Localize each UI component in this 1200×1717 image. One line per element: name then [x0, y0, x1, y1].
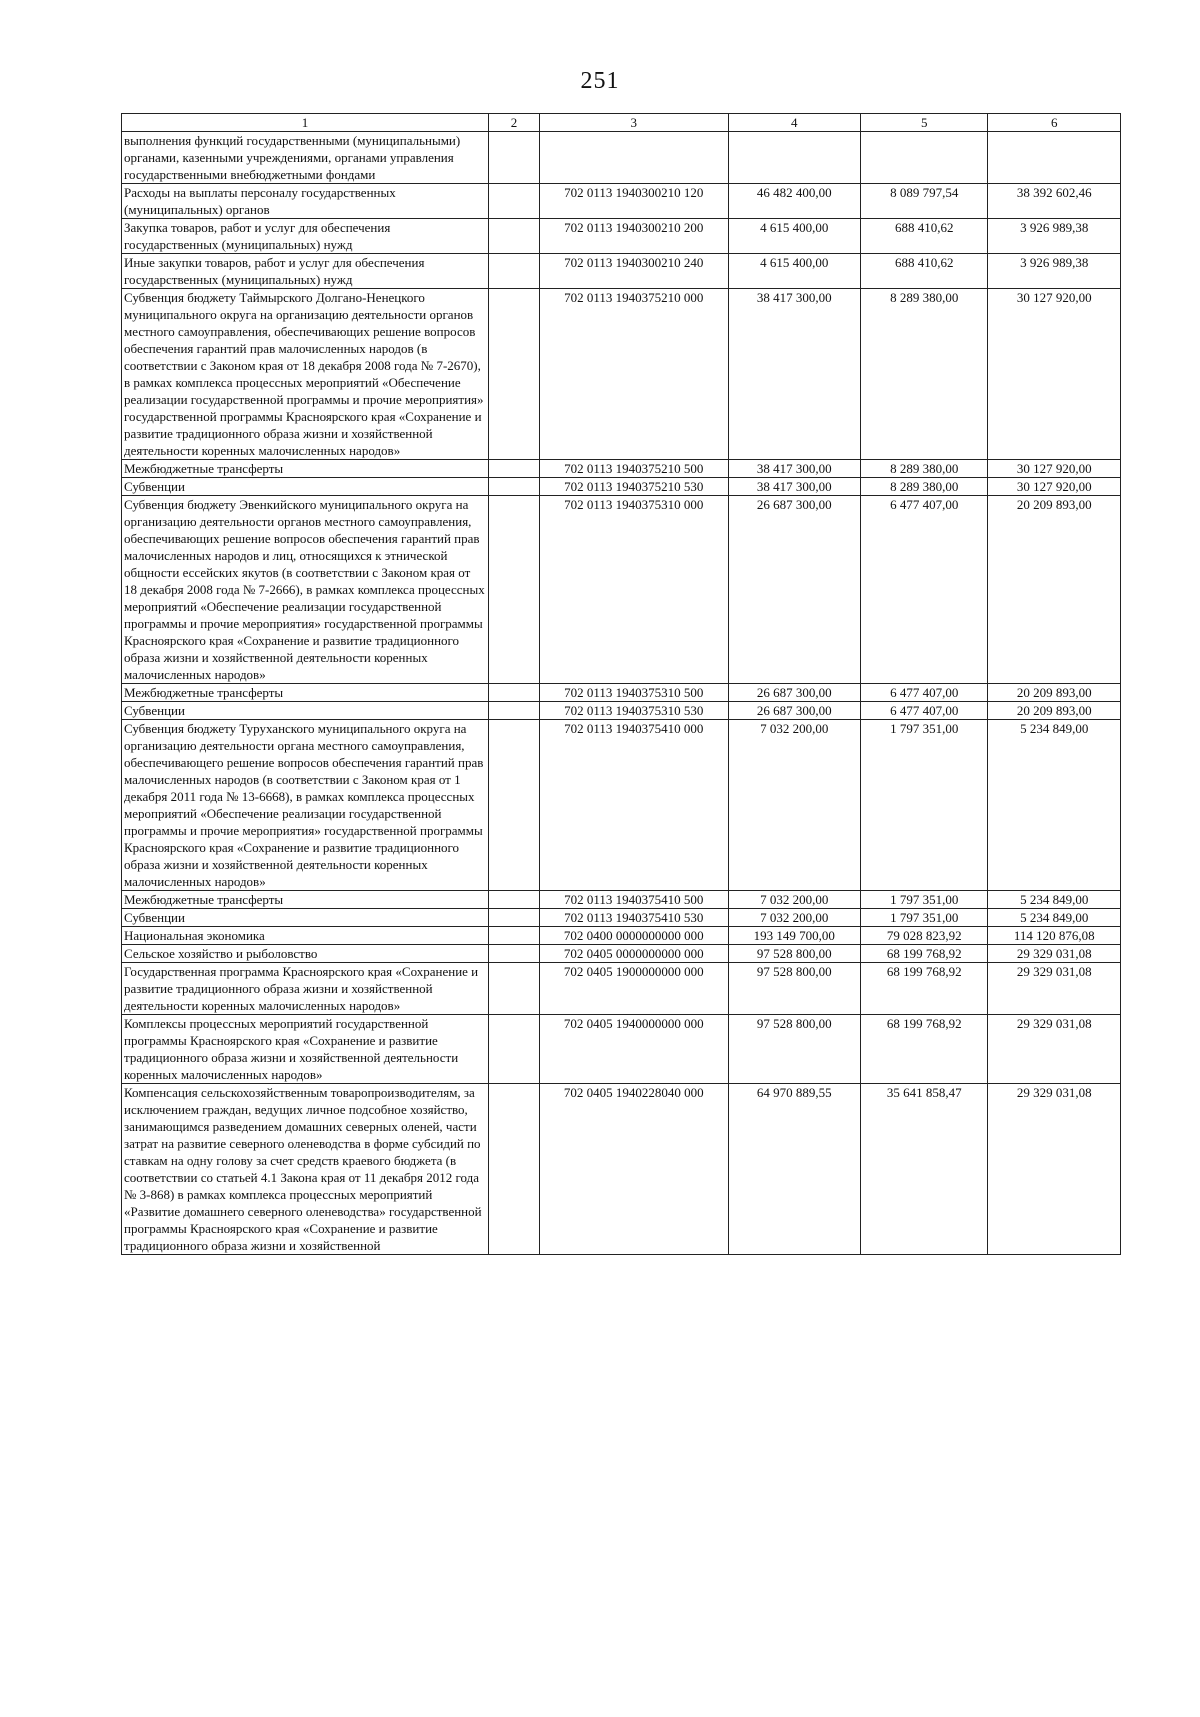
row-empty-cell: [488, 132, 539, 184]
row-budget-code: 702 0113 1940375310 500: [539, 684, 728, 702]
row-plan-amount: 26 687 300,00: [728, 496, 861, 684]
row-budget-code: 702 0113 1940375410 000: [539, 720, 728, 891]
row-budget-code: 702 0405 0000000000 000: [539, 945, 728, 963]
row-remaining-amount: 20 209 893,00: [988, 702, 1121, 720]
row-budget-code: 702 0113 1940375210 530: [539, 478, 728, 496]
row-description: Межбюджетные трансферты: [122, 684, 489, 702]
budget-execution-table: [121, 113, 1121, 1255]
row-remaining-amount: 30 127 920,00: [988, 478, 1121, 496]
row-executed-amount: 8 289 380,00: [861, 460, 988, 478]
row-budget-code: 702 0113 1940375210 500: [539, 460, 728, 478]
row-remaining-amount: 29 329 031,08: [988, 1015, 1121, 1084]
column-header-1: 1: [122, 114, 489, 132]
table-row: [122, 460, 1121, 478]
row-empty-cell: [488, 460, 539, 478]
table-row: [122, 909, 1121, 927]
row-description: Национальная экономика: [122, 927, 489, 945]
row-plan-amount: 4 615 400,00: [728, 254, 861, 289]
table-row: [122, 684, 1121, 702]
row-description: Государственная программа Красноярского края «Сохранение и развитие традиционного образа жизни и хозяйственной деятельности коренных малочисленных народов»: [122, 963, 489, 1015]
row-plan-amount: 46 482 400,00: [728, 184, 861, 219]
row-remaining-amount: 29 329 031,08: [988, 945, 1121, 963]
row-remaining-amount: 30 127 920,00: [988, 289, 1121, 460]
row-plan-amount: 38 417 300,00: [728, 289, 861, 460]
row-executed-amount: 68 199 768,92: [861, 1015, 988, 1084]
row-budget-code: 702 0405 1940228040 000: [539, 1084, 728, 1255]
row-description: Субвенция бюджету Эвенкийского муниципального округа на организацию деятельности органов местного самоуправления, обеспечивающих решение вопросов обеспечения гарантий прав малочисленных народов и лиц, относящихся к этнической общности ессейских якутов (в соответствии с Законом края от 18 декабря 2008 года № 7-2666), в рамках комплекса процессных мероприятий «Обеспечение реализации государственной программы и прочие мероприятия» государственной программы Красноярского края «Сохранение и развитие традиционного образа жизни и хозяйственной деятельности коренных малочисленных народов»: [122, 496, 489, 684]
row-executed-amount: 1 797 351,00: [861, 909, 988, 927]
row-plan-amount: 7 032 200,00: [728, 891, 861, 909]
row-executed-amount: [861, 132, 988, 184]
row-description: Межбюджетные трансферты: [122, 891, 489, 909]
row-plan-amount: 193 149 700,00: [728, 927, 861, 945]
column-header-3: 3: [539, 114, 728, 132]
row-remaining-amount: 29 329 031,08: [988, 1084, 1121, 1255]
table-row: [122, 219, 1121, 254]
column-number-header-row: [122, 114, 1121, 132]
column-header-6: 6: [988, 114, 1121, 132]
row-description: Сельское хозяйство и рыболовство: [122, 945, 489, 963]
row-plan-amount: 97 528 800,00: [728, 963, 861, 1015]
row-plan-amount: 7 032 200,00: [728, 720, 861, 891]
table-row: [122, 945, 1121, 963]
row-plan-amount: 4 615 400,00: [728, 219, 861, 254]
row-empty-cell: [488, 1015, 539, 1084]
row-budget-code: 702 0113 1940300210 200: [539, 219, 728, 254]
column-header-5: 5: [861, 114, 988, 132]
row-budget-code: 702 0113 1940300210 240: [539, 254, 728, 289]
row-remaining-amount: 38 392 602,46: [988, 184, 1121, 219]
row-executed-amount: 6 477 407,00: [861, 702, 988, 720]
row-description: Субвенции: [122, 702, 489, 720]
row-executed-amount: 1 797 351,00: [861, 720, 988, 891]
table-row: [122, 254, 1121, 289]
row-executed-amount: 8 289 380,00: [861, 478, 988, 496]
row-plan-amount: [728, 132, 861, 184]
row-executed-amount: 68 199 768,92: [861, 945, 988, 963]
row-empty-cell: [488, 702, 539, 720]
row-executed-amount: 688 410,62: [861, 254, 988, 289]
row-description: Закупка товаров, работ и услуг для обеспечения государственных (муниципальных) нужд: [122, 219, 489, 254]
row-remaining-amount: 3 926 989,38: [988, 254, 1121, 289]
row-remaining-amount: 5 234 849,00: [988, 891, 1121, 909]
row-empty-cell: [488, 927, 539, 945]
row-budget-code: 702 0113 1940375210 000: [539, 289, 728, 460]
row-remaining-amount: 29 329 031,08: [988, 963, 1121, 1015]
row-empty-cell: [488, 945, 539, 963]
row-executed-amount: 1 797 351,00: [861, 891, 988, 909]
row-plan-amount: 64 970 889,55: [728, 1084, 861, 1255]
row-remaining-amount: 20 209 893,00: [988, 684, 1121, 702]
row-empty-cell: [488, 478, 539, 496]
row-empty-cell: [488, 963, 539, 1015]
row-description: Субвенция бюджету Туруханского муниципального округа на организацию деятельности органа местного самоуправления, обеспечивающего решение вопросов обеспечения гарантий прав малочисленных народов (в соответствии с Законом края от 1 декабря 2011 года № 13-6668), в рамках комплекса процессных мероприятий «Обеспечение реализации государственной программы и прочие мероприятия» государственной программы Красноярского края «Сохранение и развитие традиционного образа жизни и хозяйственной деятельности коренных малочисленных народов»: [122, 720, 489, 891]
row-description: Компенсация сельскохозяйственным товаропроизводителям, за исключением граждан, ведущих личное подсобное хозяйство, занимающимся разведением домашних северных оленей, части затрат на развитие северного оленеводства в форме субсидий по ставкам на одну голову за счет средств краевого бюджета (в соответствии со статьей 4.1 Закона края от 11 декабря 2012 года № 3-868) в рамках комплекса процессных мероприятий «Развитие домашнего северного оленеводства» государственной программы Красноярского края «Сохранение и развитие традиционного образа жизни и хозяйственной: [122, 1084, 489, 1255]
row-empty-cell: [488, 254, 539, 289]
row-remaining-amount: 5 234 849,00: [988, 720, 1121, 891]
row-executed-amount: 6 477 407,00: [861, 496, 988, 684]
table-row: [122, 1015, 1121, 1084]
row-empty-cell: [488, 289, 539, 460]
row-executed-amount: 79 028 823,92: [861, 927, 988, 945]
row-executed-amount: 6 477 407,00: [861, 684, 988, 702]
row-budget-code: [539, 132, 728, 184]
column-header-2: 2: [488, 114, 539, 132]
table-row: [122, 891, 1121, 909]
row-budget-code: 702 0113 1940300210 120: [539, 184, 728, 219]
page-number: 251: [580, 68, 620, 94]
row-plan-amount: 97 528 800,00: [728, 945, 861, 963]
column-header-4: 4: [728, 114, 861, 132]
row-budget-code: 702 0113 1940375310 530: [539, 702, 728, 720]
row-remaining-amount: 5 234 849,00: [988, 909, 1121, 927]
row-budget-code: 702 0405 1900000000 000: [539, 963, 728, 1015]
table-row: [122, 720, 1121, 891]
table-row: [122, 927, 1121, 945]
row-budget-code: 702 0400 0000000000 000: [539, 927, 728, 945]
row-plan-amount: 97 528 800,00: [728, 1015, 861, 1084]
row-remaining-amount: 114 120 876,08: [988, 927, 1121, 945]
table-row: [122, 478, 1121, 496]
row-executed-amount: 8 289 380,00: [861, 289, 988, 460]
row-description: Комплексы процессных мероприятий государственной программы Красноярского края «Сохранение и развитие традиционного образа жизни и хозяйственной деятельности коренных малочисленных народов»: [122, 1015, 489, 1084]
table-row: [122, 963, 1121, 1015]
row-remaining-amount: [988, 132, 1121, 184]
row-empty-cell: [488, 219, 539, 254]
row-executed-amount: 8 089 797,54: [861, 184, 988, 219]
row-remaining-amount: 30 127 920,00: [988, 460, 1121, 478]
row-executed-amount: 688 410,62: [861, 219, 988, 254]
row-empty-cell: [488, 1084, 539, 1255]
row-plan-amount: 26 687 300,00: [728, 702, 861, 720]
row-description: выполнения функций государственными (муниципальными) органами, казенными учреждениями, органами управления государственными внебюджетными фондами: [122, 132, 489, 184]
row-empty-cell: [488, 909, 539, 927]
row-description: Иные закупки товаров, работ и услуг для обеспечения государственных (муниципальных) нужд: [122, 254, 489, 289]
row-remaining-amount: 3 926 989,38: [988, 219, 1121, 254]
row-remaining-amount: 20 209 893,00: [988, 496, 1121, 684]
table-row: [122, 184, 1121, 219]
table-row: [122, 132, 1121, 184]
row-empty-cell: [488, 720, 539, 891]
row-empty-cell: [488, 184, 539, 219]
row-plan-amount: 38 417 300,00: [728, 478, 861, 496]
table-row: [122, 496, 1121, 684]
row-plan-amount: 26 687 300,00: [728, 684, 861, 702]
row-budget-code: 702 0405 1940000000 000: [539, 1015, 728, 1084]
table-row: [122, 289, 1121, 460]
row-plan-amount: 38 417 300,00: [728, 460, 861, 478]
row-empty-cell: [488, 684, 539, 702]
row-description: Субвенции: [122, 909, 489, 927]
row-budget-code: 702 0113 1940375310 000: [539, 496, 728, 684]
row-description: Расходы на выплаты персоналу государственных (муниципальных) органов: [122, 184, 489, 219]
row-empty-cell: [488, 496, 539, 684]
row-budget-code: 702 0113 1940375410 530: [539, 909, 728, 927]
row-executed-amount: 68 199 768,92: [861, 963, 988, 1015]
row-description: Субвенция бюджету Таймырского Долгано-Ненецкого муниципального округа на организацию деятельности органов местного самоуправления, обеспечивающих решение вопросов обеспечения гарантий прав малочисленных народов (в соответствии с Законом края от 18 декабря 2008 года № 7-2670), в рамках комплекса процессных мероприятий «Обеспечение реализации государственной программы и прочие мероприятия» государственной программы Красноярского края «Сохранение и развитие традиционного образа жизни и хозяйственной деятельности коренных малочисленных народов»: [122, 289, 489, 460]
row-executed-amount: 35 641 858,47: [861, 1084, 988, 1255]
row-budget-code: 702 0113 1940375410 500: [539, 891, 728, 909]
row-description: Межбюджетные трансферты: [122, 460, 489, 478]
table-row: [122, 702, 1121, 720]
row-plan-amount: 7 032 200,00: [728, 909, 861, 927]
table-row: [122, 1084, 1121, 1255]
row-description: Субвенции: [122, 478, 489, 496]
row-empty-cell: [488, 891, 539, 909]
